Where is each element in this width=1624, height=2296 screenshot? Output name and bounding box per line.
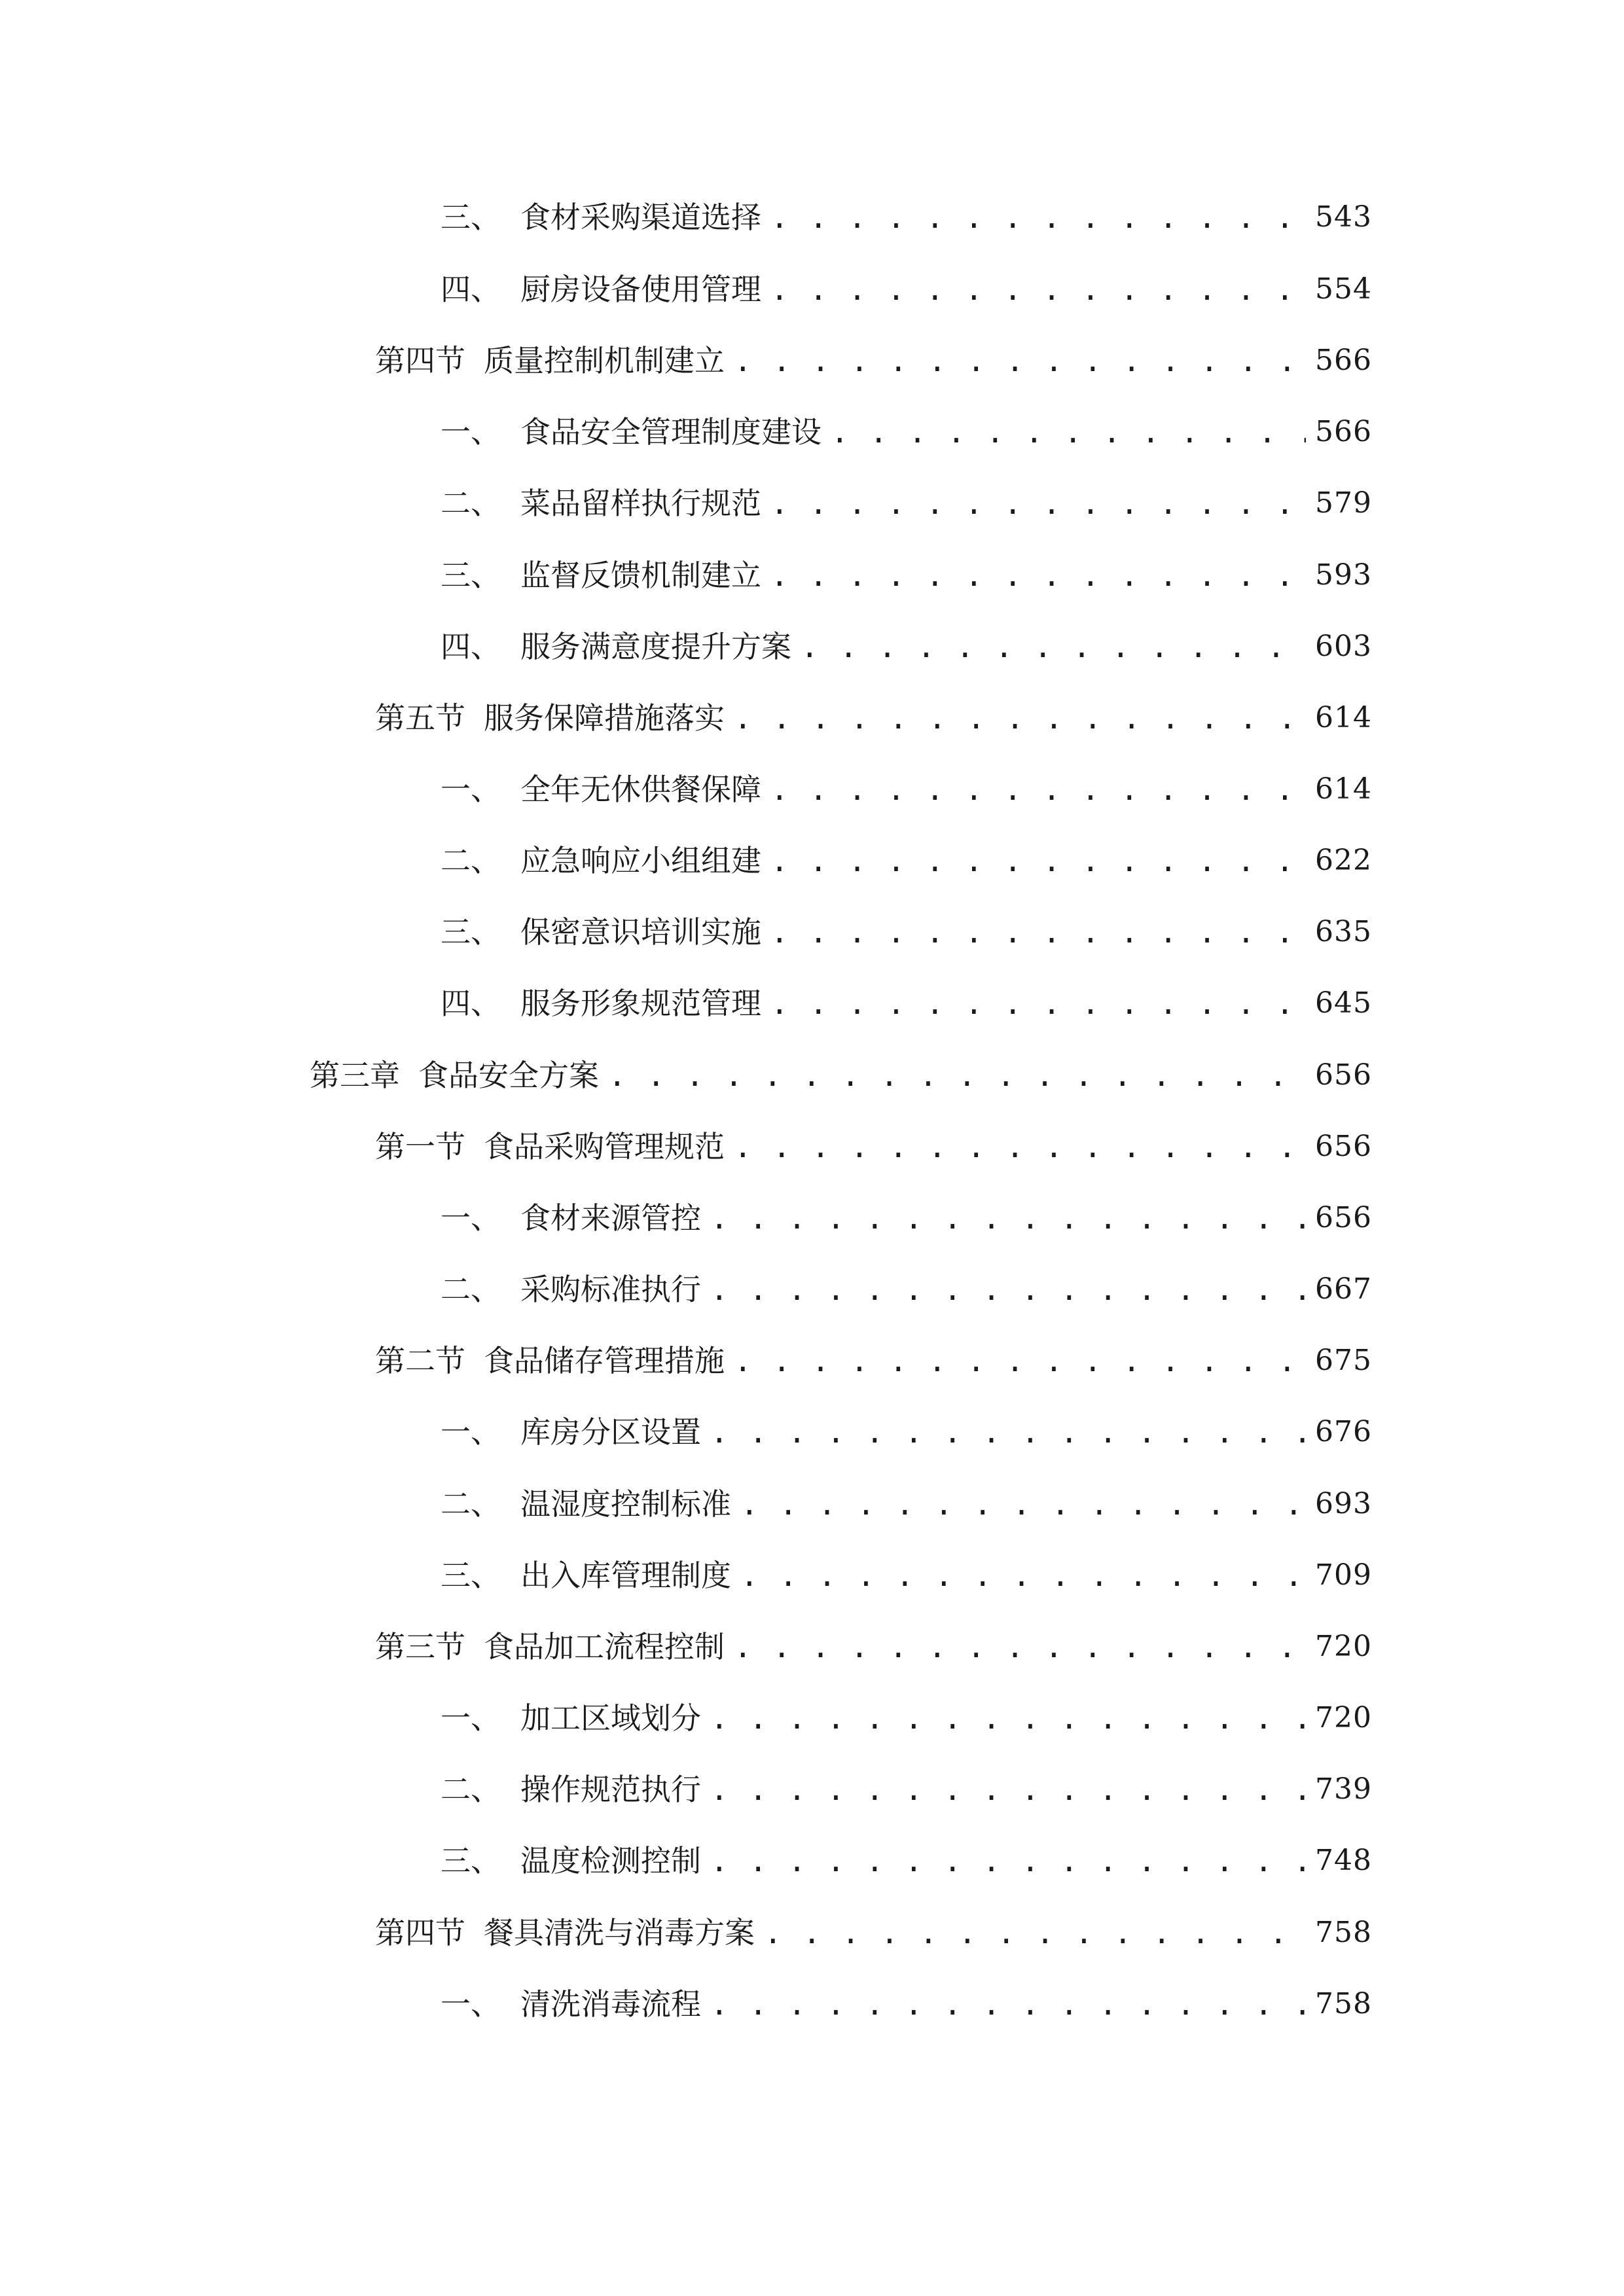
toc-dot-leader <box>770 549 1306 601</box>
toc-dot-leader <box>734 692 1306 744</box>
toc-entry-number: 二、 <box>441 486 501 521</box>
toc-entry-title: 出入库管理制度 <box>520 1558 731 1593</box>
toc-entry-number: 第五节 <box>375 700 465 736</box>
toc-entry-page: 676 <box>1315 1415 1372 1448</box>
toc-entry[interactable] <box>375 1907 1372 1959</box>
toc-entry-number: 三、 <box>441 1843 501 1878</box>
toc-dot-leader <box>710 1763 1306 1816</box>
toc-entry-title: 食品安全管理制度建设 <box>520 414 821 450</box>
toc-dot-leader <box>734 1621 1306 1673</box>
toc-entry-number: 第三章 <box>310 1058 400 1093</box>
toc-entry-page: 758 <box>1315 1987 1372 2020</box>
toc-entry-title: 服务满意度提升方案 <box>520 629 791 664</box>
toc-entry-number: 二、 <box>441 1272 501 1307</box>
toc-dot-leader <box>608 1049 1306 1102</box>
toc-entry-title: 厨房设备使用管理 <box>520 272 761 307</box>
toc-entry[interactable] <box>441 549 1372 601</box>
toc-entry-title: 监督反馈机制建立 <box>520 558 761 593</box>
toc-entry[interactable] <box>375 692 1372 744</box>
toc-entry-title: 库房分区设置 <box>520 1414 701 1450</box>
toc-dot-leader <box>710 1835 1306 1887</box>
toc-entry[interactable] <box>441 620 1372 673</box>
toc-entry-page: 720 <box>1315 1630 1372 1663</box>
toc-entry-number: 三、 <box>441 1558 501 1593</box>
toc-entry-page: 758 <box>1315 1916 1372 1949</box>
toc-entry-page: 593 <box>1315 558 1372 592</box>
toc-entry-title: 菜品留样执行规范 <box>520 486 761 521</box>
toc-dot-leader <box>710 1263 1306 1316</box>
toc-entry-number: 三、 <box>441 200 501 235</box>
toc-entry[interactable] <box>441 977 1372 1030</box>
toc-dot-leader <box>770 263 1306 315</box>
toc-entry-number: 三、 <box>441 558 501 593</box>
toc-entry-page: 622 <box>1315 844 1372 877</box>
toc-entry[interactable] <box>441 406 1372 458</box>
toc-entry[interactable] <box>441 1835 1372 1887</box>
toc-entry-title: 温度检测控制 <box>520 1843 701 1878</box>
toc-entry-number: 第二节 <box>375 1343 465 1378</box>
toc-entry-page: 667 <box>1315 1272 1372 1306</box>
toc-entry[interactable] <box>441 1692 1372 1744</box>
toc-dot-leader <box>710 1406 1306 1458</box>
toc-entry-number: 一、 <box>441 1200 501 1236</box>
toc-entry-title: 操作规范执行 <box>520 1772 701 1807</box>
toc-dot-leader <box>770 906 1306 958</box>
toc-dot-leader <box>734 334 1306 387</box>
toc-entry-number: 四、 <box>441 629 501 664</box>
toc-entry-title: 餐具清洗与消毒方案 <box>484 1915 755 1950</box>
toc-entry-page: 656 <box>1315 1201 1372 1234</box>
toc-entry[interactable] <box>375 1335 1372 1387</box>
toc-entry-number: 二、 <box>441 1772 501 1807</box>
toc-dot-leader <box>734 1121 1306 1173</box>
toc-entry-page: 543 <box>1315 200 1372 234</box>
toc-entry-number: 第四节 <box>375 1915 465 1950</box>
toc-dot-leader <box>734 1335 1306 1387</box>
toc-entry-number: 一、 <box>441 1700 501 1736</box>
toc-entry-number: 三、 <box>441 914 501 950</box>
toc-entry-page: 603 <box>1315 630 1372 663</box>
toc-entry[interactable] <box>375 1621 1372 1673</box>
toc-entry-page: 635 <box>1315 915 1372 948</box>
toc-entry-page: 645 <box>1315 986 1372 1020</box>
toc-entry-title: 食品采购管理规范 <box>484 1129 725 1164</box>
toc-entry-title: 食品储存管理措施 <box>484 1343 725 1378</box>
toc-entry[interactable] <box>375 334 1372 387</box>
toc-entry-title: 质量控制机制建立 <box>484 343 725 378</box>
toc-dot-leader <box>770 763 1306 816</box>
toc-entry-title: 食品安全方案 <box>418 1058 599 1093</box>
toc-entry[interactable] <box>441 1406 1372 1458</box>
toc-entry[interactable] <box>441 1549 1372 1602</box>
toc-dot-leader <box>801 620 1306 673</box>
toc-entry-page: 614 <box>1315 701 1372 734</box>
toc-entry-page: 656 <box>1315 1058 1372 1092</box>
toc-entry-title: 全年无休供餐保障 <box>520 772 761 807</box>
toc-entry[interactable] <box>441 477 1372 529</box>
toc-entry-page: 566 <box>1315 415 1372 448</box>
toc-entry[interactable] <box>441 834 1372 887</box>
toc-entry-page: 720 <box>1315 1701 1372 1734</box>
toc-entry-number: 一、 <box>441 414 501 450</box>
toc-entry-page: 656 <box>1315 1130 1372 1163</box>
toc-entry-number: 一、 <box>441 772 501 807</box>
toc-entry[interactable] <box>310 1049 1372 1102</box>
toc-entry[interactable] <box>441 1192 1372 1244</box>
toc-entry-title: 食材采购渠道选择 <box>520 200 761 235</box>
toc-entry[interactable] <box>441 1263 1372 1316</box>
toc-dot-leader <box>831 406 1306 458</box>
toc-entry-number: 四、 <box>441 272 501 307</box>
toc-entry-page: 554 <box>1315 272 1372 306</box>
toc-entry-title: 应急响应小组组建 <box>520 843 761 878</box>
toc-entry-page: 693 <box>1315 1487 1372 1520</box>
toc-entry-number: 第四节 <box>375 343 465 378</box>
toc-entry-page: 739 <box>1315 1772 1372 1806</box>
toc-dot-leader <box>770 191 1306 243</box>
toc-entry[interactable] <box>441 1978 1372 2030</box>
toc-entry-title: 服务保障措施落实 <box>484 700 725 736</box>
toc-entry-number: 二、 <box>441 843 501 878</box>
toc-entry-page: 579 <box>1315 486 1372 520</box>
toc-entry[interactable] <box>441 263 1372 315</box>
toc-entry[interactable] <box>441 763 1372 816</box>
toc-entry-page: 748 <box>1315 1844 1372 1877</box>
toc-entry-title: 清洗消毒流程 <box>520 1986 701 2022</box>
toc-entry-page: 675 <box>1315 1344 1372 1377</box>
toc-dot-leader <box>770 977 1306 1030</box>
toc-dot-leader <box>764 1907 1306 1959</box>
toc-entry-number: 二、 <box>441 1486 501 1522</box>
toc-entry[interactable] <box>375 1121 1372 1173</box>
toc-entry-number: 第三节 <box>375 1629 465 1664</box>
toc-dot-leader <box>710 1692 1306 1744</box>
toc-entry-number: 四、 <box>441 986 501 1021</box>
toc-entry-page: 566 <box>1315 344 1372 377</box>
toc-entry[interactable] <box>441 1478 1372 1530</box>
toc-entry[interactable] <box>441 906 1372 958</box>
toc-entry-title: 温湿度控制标准 <box>520 1486 731 1522</box>
toc-entry-number: 第一节 <box>375 1129 465 1164</box>
toc-dot-leader <box>740 1549 1306 1602</box>
toc-entry-number: 一、 <box>441 1986 501 2022</box>
toc-entry-title: 加工区域划分 <box>520 1700 701 1736</box>
toc-entry-number: 一、 <box>441 1414 501 1450</box>
toc-entry-page: 614 <box>1315 772 1372 806</box>
toc-dot-leader <box>740 1478 1306 1530</box>
toc-dot-leader <box>770 477 1306 529</box>
toc-entry-title: 服务形象规范管理 <box>520 986 761 1021</box>
toc-dot-leader <box>770 834 1306 887</box>
toc-entry-page: 709 <box>1315 1558 1372 1592</box>
toc-dot-leader <box>710 1192 1306 1244</box>
toc-dot-leader <box>710 1978 1306 2030</box>
toc-entry[interactable] <box>441 1763 1372 1816</box>
toc-entry-title: 食品加工流程控制 <box>484 1629 725 1664</box>
toc-entry-title: 保密意识培训实施 <box>520 914 761 950</box>
toc-entry-title: 食材来源管控 <box>520 1200 701 1236</box>
toc-entry[interactable] <box>441 191 1372 243</box>
toc-entry-title: 采购标准执行 <box>520 1272 701 1307</box>
